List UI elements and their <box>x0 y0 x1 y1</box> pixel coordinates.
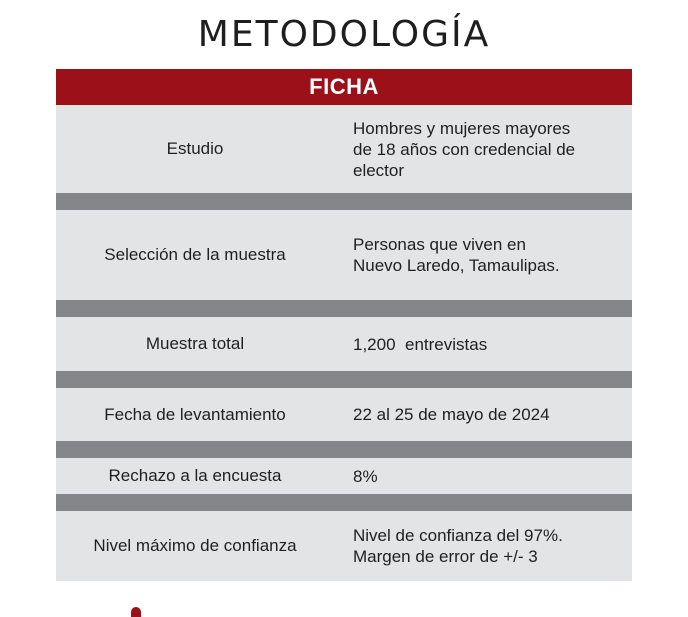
row-muestra-total <box>56 317 632 371</box>
value-line: Margen de error de +/- 3 <box>353 547 538 566</box>
ficha-table <box>56 69 632 581</box>
page-title: METODOLOGÍA <box>197 14 491 55</box>
row-value <box>334 317 631 371</box>
row-value <box>334 458 631 494</box>
row-label: Selección de la muestra <box>104 245 286 264</box>
value-line: 8% <box>353 466 378 486</box>
row-rechazo-encuesta <box>56 458 632 494</box>
row-label: Estudio <box>166 139 224 158</box>
row-separator <box>56 193 632 210</box>
row-value <box>334 388 631 441</box>
row-estudio <box>56 105 632 193</box>
value-line: de 18 años con credencial de <box>353 139 576 159</box>
row-separator <box>56 371 632 388</box>
row-label: Fecha de levantamiento <box>104 404 286 424</box>
value-line: 22 al 25 de mayo de 2024 <box>353 405 550 424</box>
row-seleccion-muestra <box>56 210 632 300</box>
value-line: 1,200 entrevistas <box>353 334 488 354</box>
value-line: elector <box>353 160 405 180</box>
row-value <box>334 210 631 300</box>
ficha-header: FICHA <box>56 69 632 105</box>
row-separator <box>56 494 632 511</box>
row-label: Muestra total <box>145 334 245 353</box>
row-value <box>334 105 631 193</box>
row-label: Nivel máximo de confianza <box>93 536 297 555</box>
row-separator <box>56 300 632 317</box>
value-line: Hombres y mujeres mayores <box>353 118 571 138</box>
row-separator <box>56 441 632 458</box>
row-nivel-confianza <box>56 511 632 581</box>
logo-fragment-icon <box>131 607 141 617</box>
row-label: Rechazo a la encuesta <box>108 466 282 485</box>
row-value <box>334 511 631 581</box>
value-line: Personas que viven en <box>353 235 526 254</box>
row-fecha-levantamiento <box>56 388 632 441</box>
value-line: Nuevo Laredo, Tamaulipas. <box>353 256 560 275</box>
value-line: Nivel de confianza del 97%. <box>353 526 563 545</box>
